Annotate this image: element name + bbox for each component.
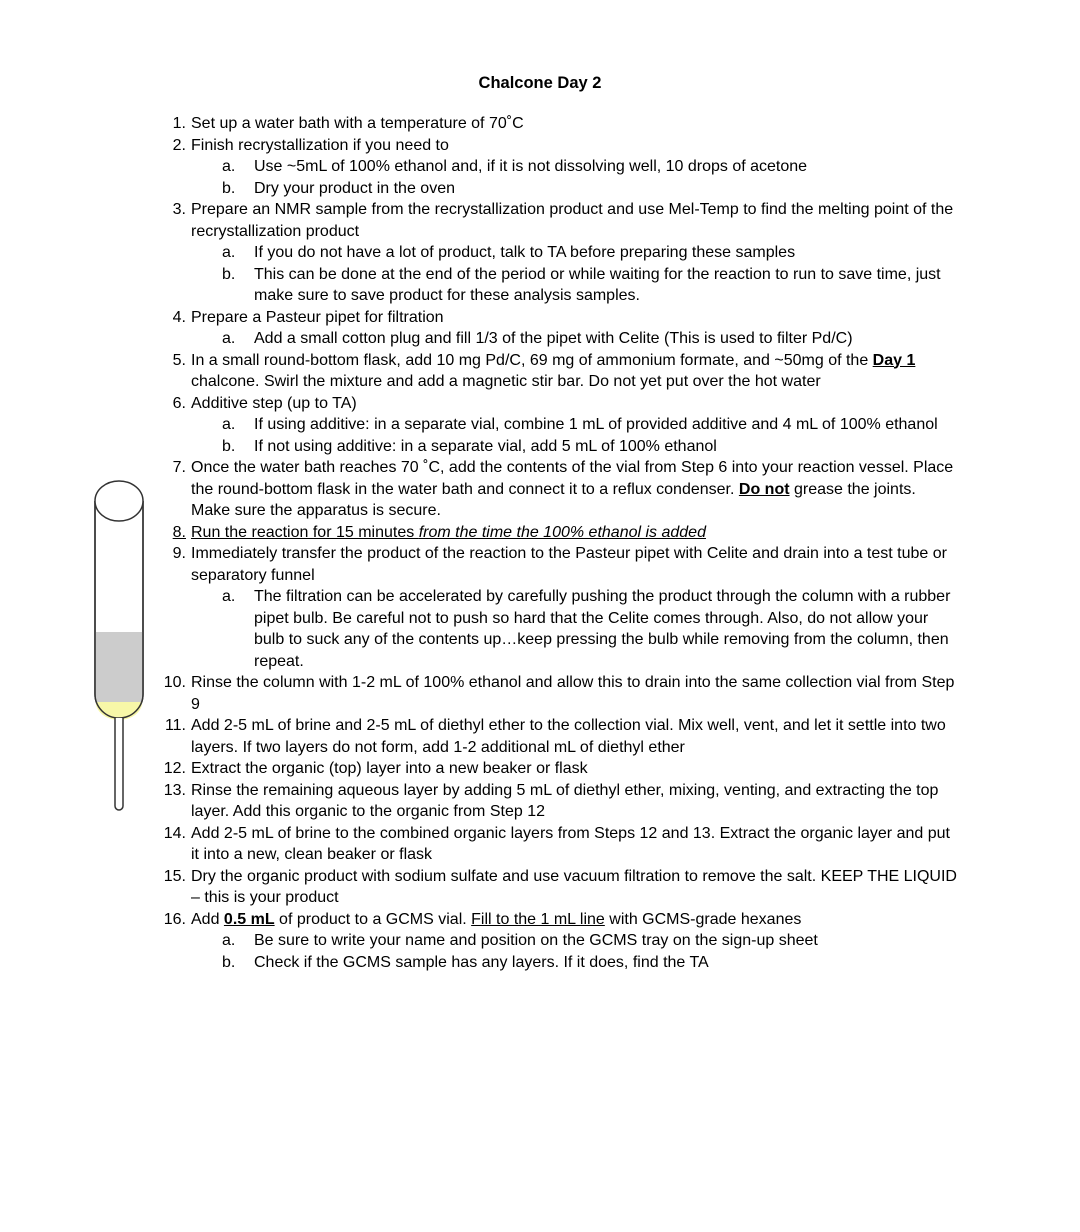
step-text: Rinse the remaining aqueous layer by adding 5 mL of diethyl ether, mixing, venting, and extracting the top layer. Add this organic to the organic from Step 12 (191, 781, 939, 820)
step-1 (158, 113, 958, 135)
sub-letter: b. (222, 437, 236, 455)
step-number: 1. (172, 115, 186, 132)
sub-letter: b. (222, 265, 236, 283)
sub-text: Use ~5mL of 100% ethanol and, if it is not dissolving well, 10 drops of acetone (254, 158, 808, 175)
step-number: 9. (172, 545, 186, 562)
step-2 (158, 135, 958, 157)
step-number: 16. (163, 910, 186, 928)
sub-letter: a. (222, 932, 236, 949)
step-number: 14. (163, 824, 186, 842)
sub-text: Be sure to write your name and position on the GCMS tray on the sign-up sheet (254, 932, 818, 949)
celite-layer (96, 632, 142, 702)
sub-text: The filtration can be accelerated by carefully pushing the product through the column with a rubber pipet bulb. Be careful not to push so hard that the Celite comes through. Also, do not allow your bulb to suck any of the contents up…keep pressing the bulb while removing from the column, then repeat. (254, 588, 951, 670)
fill-line-emphasis: Fill to the 1 mL line (471, 910, 605, 928)
step-9a (158, 586, 958, 672)
step-4a (158, 328, 958, 350)
step-text-part: chalcone. Swirl the mixture and add a magnetic stir bar. Do not yet put over the hot water (191, 373, 821, 390)
step-6 (158, 393, 958, 415)
pipet-tip (115, 718, 123, 810)
step-text: Rinse the column with 1-2 mL of 100% ethanol and allow this to drain into the same collection vial from Step 9 (191, 674, 955, 713)
step-text (191, 911, 801, 928)
step-4 (158, 307, 958, 329)
step-text (191, 459, 953, 519)
step-number: 10. (163, 674, 186, 691)
step-text: Immediately transfer the product of the reaction to the Pasteur pipet with Celite and drain into a test tube or separatory funnel (191, 545, 947, 584)
step-15 (158, 866, 958, 909)
step-number: 3. (172, 201, 186, 218)
step-text: Prepare a Pasteur pipet for filtration (191, 308, 444, 326)
sub-text: Check if the GCMS sample has any layers. If it does, find the TA (254, 953, 709, 971)
step-text: Set up a water bath with a temperature of 70˚C (191, 115, 524, 132)
step-number: 2. (172, 136, 186, 154)
step-9 (158, 543, 958, 586)
step-text: Additive step (up to TA) (191, 394, 357, 412)
step-text-part: of product to a GCMS vial. (274, 910, 472, 928)
sub-text: If you do not have a lot of product, talk to TA before preparing these samples (254, 244, 796, 261)
sub-text: If using additive: in a separate vial, combine 1 mL of provided additive and 4 mL of 100% ethanol (254, 416, 938, 433)
sub-text: Add a small cotton plug and fill 1/3 of the pipet with Celite (This is used to filter Pd/C) (254, 330, 853, 347)
pipet-opening (95, 481, 143, 521)
step-text: Add 2-5 mL of brine and 2-5 mL of diethyl ether to the collection vial. Mix well, vent, and let it settle into two layers. If two layers do not form, add 1-2 additional mL of diethyl ether (191, 717, 946, 756)
step-number: 7. (172, 459, 186, 476)
sub-text: This can be done at the end of the period or while waiting for the reaction to run to save time, just make sure to save product for these analysis samples. (254, 265, 941, 304)
step-13 (158, 780, 958, 823)
step-text (191, 352, 915, 391)
sub-text: Dry your product in the oven (254, 179, 455, 197)
step-number: 6. (172, 394, 186, 412)
step-number: 5. (172, 351, 186, 369)
step-3a (158, 242, 958, 264)
step-11 (158, 715, 958, 758)
time-emphasis: from the time the 100% ethanol is added (418, 523, 706, 541)
step-3 (158, 199, 958, 242)
step-text-part: Run the reaction for 15 minutes (191, 523, 419, 541)
sub-text: If not using additive: in a separate vial, add 5 mL of 100% ethanol (254, 437, 717, 455)
step-number: 4. (172, 308, 186, 326)
sub-letter: a. (222, 588, 236, 605)
sub-letter: a. (222, 416, 236, 433)
step-text: Finish recrystallization if you need to (191, 136, 449, 154)
step-text-part: Once the water bath reaches 70 ˚C, add the contents of the vial from Step 6 into your reaction vessel. Place the round-bottom flask in the water bath and connect it to a reflux condenser. (191, 459, 954, 498)
sub-letter: a. (222, 330, 236, 347)
step-6a (158, 414, 958, 436)
step-number: 8. (172, 523, 186, 541)
sub-letter: a. (222, 244, 236, 261)
procedure-list (158, 113, 958, 973)
step-16 (158, 909, 958, 931)
step-16a (158, 930, 958, 952)
page-title: Chalcone Day 2 (478, 74, 602, 92)
step-12 (158, 758, 958, 780)
sub-letter: a. (222, 158, 236, 175)
step-text (191, 524, 706, 541)
step-2a (158, 156, 958, 178)
step-7 (158, 457, 958, 522)
volume-emphasis: 0.5 mL (223, 910, 275, 928)
step-6b (158, 436, 958, 458)
step-text-part: grease the joints. Make sure the apparatus is secure. (191, 480, 916, 519)
step-text-part: Add (191, 910, 224, 928)
step-text-part: with GCMS-grade hexanes (604, 910, 802, 928)
step-text: Add 2-5 mL of brine to the combined organic layers from Steps 12 and 13. Extract the organic layer and put it into a new, clean beaker or flask (191, 824, 950, 863)
step-number: 13. (163, 781, 186, 799)
step-16b (158, 952, 958, 974)
sub-letter: b. (222, 179, 236, 197)
pasteur-pipet-icon (94, 480, 144, 812)
day-1-emphasis: Day 1 (872, 351, 916, 369)
step-text: Dry the organic product with sodium sulfate and use vacuum filtration to remove the salt. KEEP THE LIQUID – this is your product (191, 867, 957, 906)
step-10 (158, 672, 958, 715)
step-number: 11. (164, 717, 186, 734)
step-text: Extract the organic (top) layer into a new beaker or flask (191, 760, 588, 777)
step-14 (158, 823, 958, 866)
sub-letter: b. (222, 953, 236, 971)
step-number: 12. (163, 760, 186, 777)
step-text-part: In a small round-bottom flask, add 10 mg Pd/C, 69 mg of ammonium formate, and ~50mg of the (191, 351, 873, 369)
step-5 (158, 350, 958, 393)
step-number: 15. (163, 867, 186, 885)
step-2b (158, 178, 958, 200)
step-text: Prepare an NMR sample from the recrystallization product and use Mel-Temp to find the melting point of the recrystallization product (191, 201, 954, 240)
step-3b (158, 264, 958, 307)
step-8 (158, 522, 958, 544)
do-not-emphasis: Do not (738, 480, 790, 498)
